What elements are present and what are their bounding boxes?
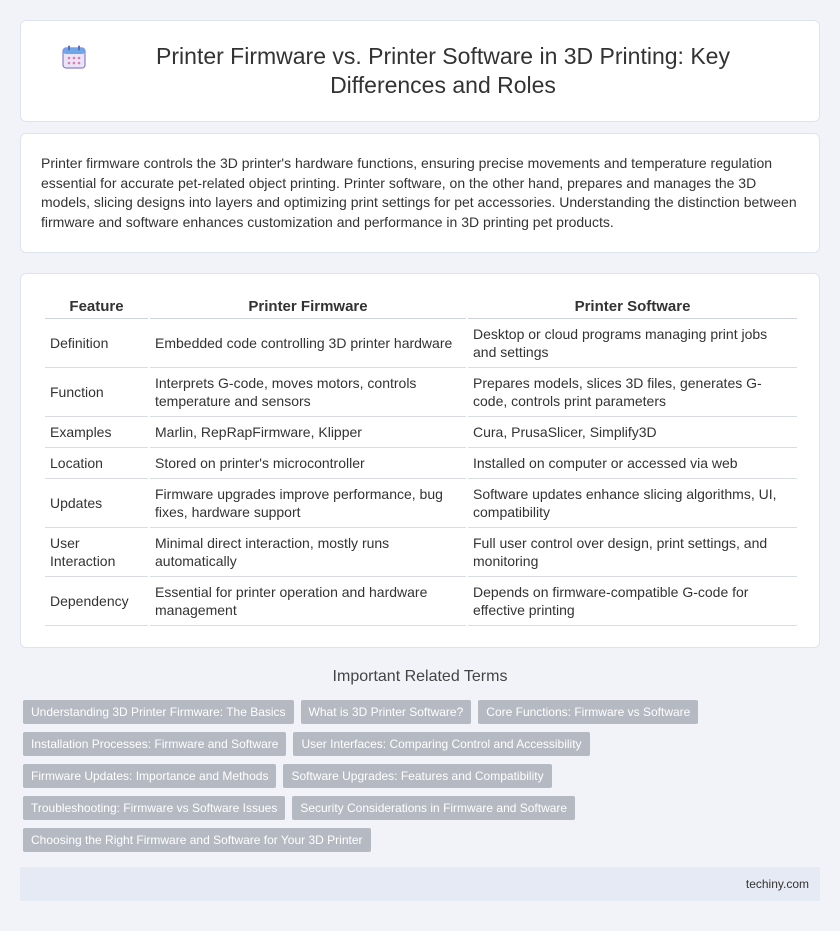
intro-card: [20, 133, 820, 253]
related-term-link[interactable]: Choosing the Right Firmware and Software for Your 3D Printer: [23, 828, 371, 852]
table-row: [45, 528, 797, 577]
row-firmware: Embedded code controlling 3D printer hardware: [150, 319, 466, 368]
related-term-link[interactable]: What is 3D Printer Software?: [301, 700, 472, 724]
comparison-card: [20, 273, 820, 648]
footer-site-name: techiny.com: [745, 877, 809, 891]
table-header-row: [45, 292, 797, 319]
row-software: Cura, PrusaSlicer, Simplify3D: [468, 417, 797, 448]
comparison-table: [43, 292, 799, 626]
related-term-link[interactable]: Installation Processes: Firmware and Software: [23, 732, 286, 756]
related-term-link[interactable]: Core Functions: Firmware vs Software: [478, 700, 698, 724]
table-row: [45, 448, 797, 479]
page-title: Printer Firmware vs. Printer Software in 3D Printing: Key Differences and Roles: [156, 43, 730, 98]
row-feature: Definition: [45, 319, 148, 368]
table-row: [45, 319, 797, 368]
tag-row: [23, 828, 813, 852]
row-feature: Updates: [45, 479, 148, 528]
footer: [20, 867, 820, 901]
title-card: [20, 20, 820, 122]
row-feature: User Interaction: [45, 528, 148, 577]
header-software: Printer Software: [468, 292, 797, 319]
related-term-link[interactable]: Troubleshooting: Firmware vs Software Issues: [23, 796, 285, 820]
row-firmware: Stored on printer's microcontroller: [150, 448, 466, 479]
related-term-link[interactable]: Security Considerations in Firmware and Software: [292, 796, 575, 820]
related-term-link[interactable]: Firmware Updates: Importance and Methods: [23, 764, 276, 788]
intro-paragraph: Printer firmware controls the 3D printer's hardware functions, ensuring precise movements and temperature regulation essential for accurate pet-related object printing. Printer software, on the other hand, prepares and manages the 3D models, slicing designs into layers and optimizing print settings for pet accessories. Understanding the distinction between firmware and software enhances customization and performance in 3D printing pet products.: [41, 155, 797, 230]
row-feature: Dependency: [45, 577, 148, 626]
row-software: Full user control over design, print settings, and monitoring: [468, 528, 797, 577]
row-firmware: Firmware upgrades improve performance, bug fixes, hardware support: [150, 479, 466, 528]
related-term-link[interactable]: Understanding 3D Printer Firmware: The Basics: [23, 700, 294, 724]
row-firmware: Essential for printer operation and hardware management: [150, 577, 466, 626]
tag-row: [23, 796, 813, 820]
row-feature: Examples: [45, 417, 148, 448]
row-firmware: Minimal direct interaction, mostly runs automatically: [150, 528, 466, 577]
related-terms-list: [23, 700, 813, 860]
row-software: Desktop or cloud programs managing print jobs and settings: [468, 319, 797, 368]
row-feature: Location: [45, 448, 148, 479]
calendar-icon: [61, 44, 87, 70]
related-term-link[interactable]: Software Upgrades: Features and Compatibility: [283, 764, 551, 788]
tag-row: [23, 764, 813, 788]
row-firmware: Marlin, RepRapFirmware, Klipper: [150, 417, 466, 448]
row-software: Prepares models, slices 3D files, generates G-code, controls print parameters: [468, 368, 797, 417]
row-software: Installed on computer or accessed via web: [468, 448, 797, 479]
row-firmware: Interprets G-code, moves motors, controls temperature and sensors: [150, 368, 466, 417]
tag-row: [23, 700, 813, 724]
tag-row: [23, 732, 813, 756]
table-row: [45, 577, 797, 626]
row-feature: Function: [45, 368, 148, 417]
row-software: Software updates enhance slicing algorithms, UI, compatibility: [468, 479, 797, 528]
related-term-link[interactable]: User Interfaces: Comparing Control and Accessibility: [293, 732, 589, 756]
header-feature: Feature: [45, 292, 148, 319]
related-terms-heading: Important Related Terms: [332, 668, 508, 685]
header-firmware: Printer Firmware: [150, 292, 466, 319]
row-software: Depends on firmware-compatible G-code for effective printing: [468, 577, 797, 626]
table-row: [45, 479, 797, 528]
table-row: [45, 368, 797, 417]
table-row: [45, 417, 797, 448]
